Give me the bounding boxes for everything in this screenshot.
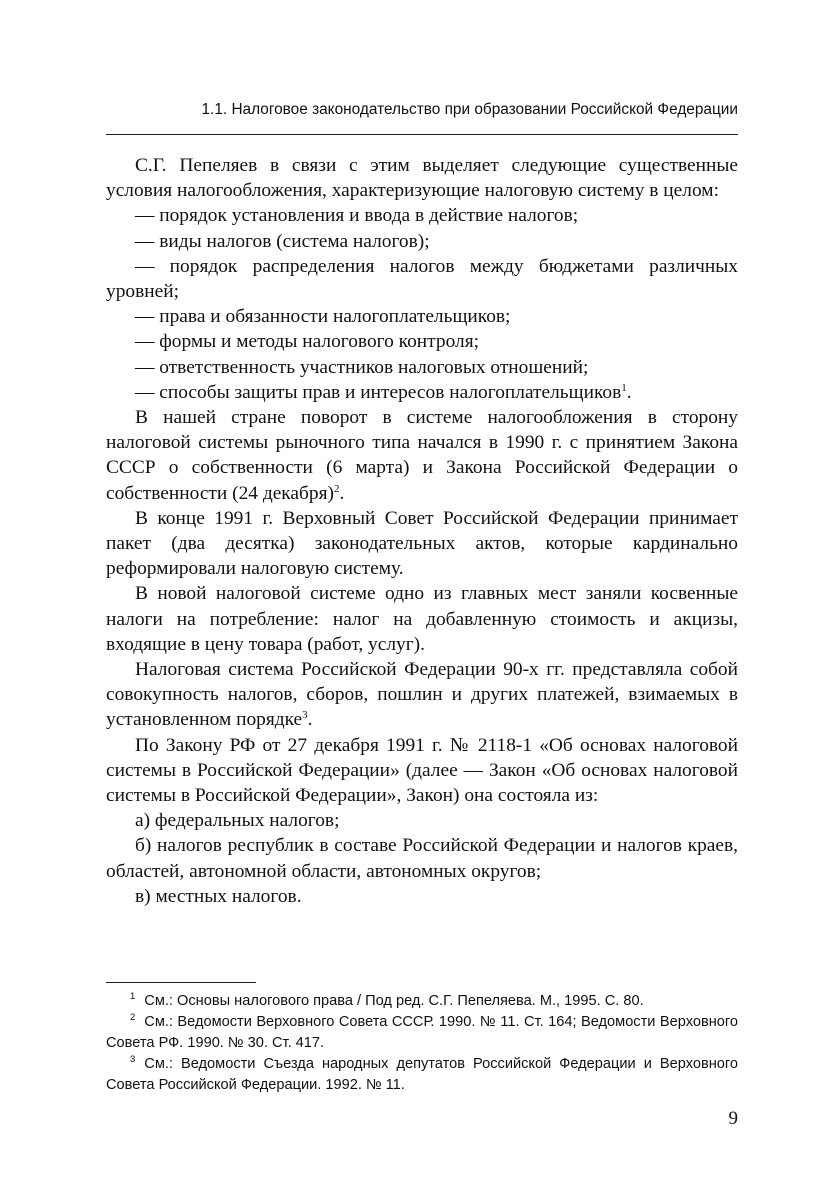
footnote-rule (106, 982, 256, 983)
footnote-marker: 3 (130, 1054, 136, 1065)
main-text (106, 153, 738, 909)
footnote-text: См.: Основы налогового права / Под ред. С.Г. Пепеляева. М., 1995. С. 80. (144, 993, 644, 1009)
paragraph-2: В нашей стране поворот в системе налогообложения в сторону налоговой системы рыночного типа начался в 1990 г. с принятием Закона СССР о собственности (6 марта) и Закона Российской Федерации о собственности (24 декабря)$^2$. (106, 407, 738, 504)
list-item: — формы и методы налогового контроля; (135, 331, 480, 353)
paragraph-1: С.Г. Пепеляев в связи с этим выделяет следующие существенные условия налогообложения, характеризующие налоговую систему в целом: (106, 155, 738, 202)
page-number: 9 (728, 1108, 738, 1129)
list-item: а) федеральных налогов; (135, 810, 340, 832)
list-item-text: — способы защиты прав и интересов налогоплательщиков (135, 381, 622, 403)
list-item: — порядок установления и ввода в действие налогов; (135, 205, 579, 227)
list-item: — порядок распределения налогов между бюджетами различных уровней; (106, 255, 738, 303)
list-item: — права и обязанности налогоплательщиков; (135, 306, 511, 328)
footnotes (106, 991, 738, 1096)
footnote-ref[interactable]: 3 (302, 709, 308, 722)
list-item: — виды налогов (система налогов); (135, 230, 430, 252)
footnote-ref[interactable]: 1 (621, 381, 627, 394)
list-item: — ответственность участников налоговых отношений; (135, 356, 589, 378)
paragraph-text: В нашей стране поворот в системе налогообложения в сторону налоговой системы рыночного типа начался в 1990 г. с принятием Закона СССР о собственности (6 марта) и Закона Российской Федерации о собственности (24 декабря) (106, 407, 738, 504)
list-item: — способы защиты прав и интересов налогоплательщиков$^1$. (135, 381, 632, 403)
footnote-marker: 1 (130, 991, 136, 1002)
paragraph-6: По Закону РФ от 27 декабря 1991 г. № 2118-1 «Об основах налоговой системы в Российской Федерации» (далее — Закон «Об основах налоговой системы в Российской Федерации», Закон) она состояла из: (106, 734, 738, 807)
footnote-text: См.: Ведомости Верховного Совета СССР. 1990. № 11. Ст. 164; Ведомости Верховного Совета РФ. 1990. № 30. Ст. 417. (106, 1014, 738, 1051)
paragraph-4: В новой налоговой системе одно из главных мест заняли косвенные налоги на потребление: налог на добавленную стоимость и акцизы, входящие в цену товара (работ, услуг). (106, 583, 738, 655)
running-header: 1.1. Налоговое законодательство при образовании Российской Федерации (201, 101, 738, 118)
list-item: б) налогов республик в составе Российской Федерации и налогов краев, областей, автономной области, автономных округов; (106, 835, 738, 882)
footnote (106, 991, 738, 1012)
list-item: в) местных налогов. (135, 885, 302, 907)
paragraph-text: Налоговая система Российской Федерации 90-х гг. представляла собой совокупность налогов, сборов, пошлин и других платежей, взимаемых в установленном порядке (106, 659, 738, 731)
footnote-ref[interactable]: 2 (333, 482, 340, 495)
footnote (106, 1054, 738, 1096)
paragraph-5: Налоговая система Российской Федерации 90-х гг. представляла собой совокупность налогов, сборов, пошлин и других платежей, взимаемых в установленном порядке$^3$. (106, 659, 738, 731)
footnote (106, 1012, 738, 1054)
footnote-marker: 2 (130, 1012, 136, 1023)
header-rule (106, 134, 738, 135)
paragraph-3: В конце 1991 г. Верховный Совет Российской Федерации принимает пакет (два десятка) законодательных актов, которые кардинально реформировали налоговую систему. (106, 507, 738, 580)
footnote-text: См.: Ведомости Съезда народных депутатов Российской Федерации и Верховного Совета Российской Федерации. 1992. № 11. (106, 1056, 738, 1093)
